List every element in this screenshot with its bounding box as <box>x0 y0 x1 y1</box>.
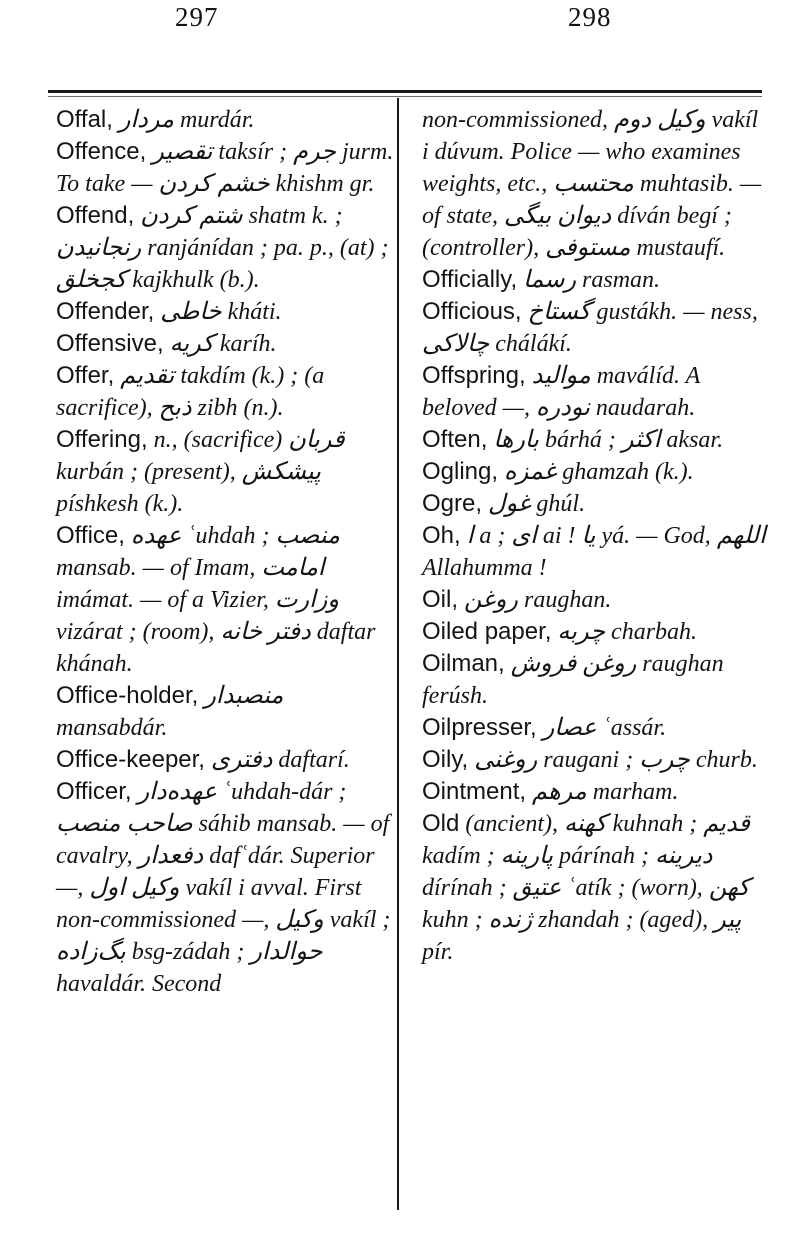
dictionary-entry <box>422 360 767 424</box>
page-number-right: 298 <box>568 2 612 32</box>
entry-headword: Often, <box>422 426 488 453</box>
dictionary-entry <box>56 200 396 296</box>
dictionary-entry <box>56 776 396 1000</box>
entry-definition: روغنی raugani ; چرب churb. <box>468 747 758 773</box>
dictionary-entry <box>422 584 767 616</box>
entry-definition: تقدیم takdím (k.) ; (a sacrifice), ذبح zibh (n.). <box>56 363 325 421</box>
entry-headword: Offspring, <box>422 362 526 389</box>
entry-headword: Oilman, <box>422 650 505 677</box>
entry-headword: Offender, <box>56 298 155 325</box>
dictionary-entry <box>422 296 767 360</box>
dictionary-entry <box>422 456 767 488</box>
right-column <box>422 104 767 968</box>
entry-definition: n., (sacrifice) قربان kurbán ; (present), پیشکش píshkesh (k.). <box>56 427 345 517</box>
entry-definition: (ancient), کهنه kuhnah ; قدیم kadím ; پارینه párínah ; دیرینه dírínah ; عتیق ʿatík ; (worn), کهن kuhn ; ژنده zhandah ; (aged), پیر pír. <box>422 811 750 965</box>
entry-headword: Office, <box>56 522 125 549</box>
entry-headword: Ogling, <box>422 458 499 485</box>
entry-headword: Offal, <box>56 106 113 133</box>
entry-definition: دفتری daftarí. <box>204 747 350 773</box>
dictionary-entry <box>422 264 767 296</box>
dictionary-entry <box>422 488 767 520</box>
entry-definition: عهده ʿuhdah ; منصب mansab. — of Imam, امامت imámat. — of a Vizier, وزارت vizárat ; (room), دفتر خانه daftar khánah. <box>56 523 376 677</box>
dictionary-entry <box>56 136 396 200</box>
dictionary-entry <box>422 744 767 776</box>
entry-headword: Oh, <box>422 522 461 549</box>
dictionary-entry <box>422 520 767 584</box>
entry-definition: مردار murdár. <box>112 107 255 133</box>
dictionary-entry <box>422 648 767 712</box>
dictionary-entry <box>422 712 767 744</box>
entry-headword: Offence, <box>56 138 147 165</box>
header-rule <box>48 90 762 93</box>
entry-definition: گستاخ gustákh. — ness, چالاکی chálákí. <box>422 299 758 357</box>
entry-definition: چربه charbah. <box>551 619 698 645</box>
entry-headword: Oiled paper, <box>422 618 552 645</box>
entry-definition: بارها bárhá ; اکثر aksar. <box>487 427 724 453</box>
entry-headword: Officious, <box>422 298 522 325</box>
entry-headword: Offend, <box>56 202 135 229</box>
page-number-left: 297 <box>175 2 219 32</box>
dictionary-entry <box>56 296 396 328</box>
dictionary-entry <box>56 328 396 360</box>
entry-headword: Ointment, <box>422 778 527 805</box>
entry-definition: غول ghúl. <box>482 491 586 517</box>
column-divider <box>397 98 399 1210</box>
entry-headword: Ogre, <box>422 490 483 517</box>
entry-headword: Office-holder, <box>56 682 199 709</box>
entry-headword: Oilpresser, <box>422 714 537 741</box>
entry-definition: کریه karíh. <box>163 331 277 357</box>
entry-headword: Offensive, <box>56 330 164 357</box>
entry-definition: موالید maválíd. A beloved —, نودره naudarah. <box>422 363 700 421</box>
entry-definition: روغن فروش raughan ferúsh. <box>422 651 724 709</box>
entry-definition: شتم کردن shatm k. ; رنجانیدن ranjánídan ; pa. p., (at) ; کجخلق kajkhulk (b.). <box>56 203 389 293</box>
entry-definition: ا a ; ای ai ! یا yá. — God, اللهم Allahumma ! <box>422 523 766 581</box>
dictionary-entry <box>56 360 396 424</box>
dictionary-entry <box>422 808 767 968</box>
entry-headword: Officially, <box>422 266 518 293</box>
entry-definition: تقصیر taksír ; جرم jurm. To take — خشم کردن khishm gr. <box>56 139 394 197</box>
entry-headword: Oily, <box>422 746 469 773</box>
dictionary-entry <box>56 680 396 744</box>
entry-definition: روغن raughan. <box>458 587 612 613</box>
dictionary-entry <box>422 616 767 648</box>
dictionary-entry <box>56 744 396 776</box>
entry-definition: رسما rasman. <box>517 267 661 293</box>
entry-headword: Offer, <box>56 362 115 389</box>
entry-headword: Offering, <box>56 426 148 453</box>
entry-definition: منصبدار mansabdár. <box>56 683 284 741</box>
entry-headword: Office-keeper, <box>56 746 205 773</box>
dictionary-entry <box>56 424 396 520</box>
entry-definition: خاطی kháti. <box>154 299 282 325</box>
entry-headword: Old <box>422 810 460 837</box>
entry-definition: مرهم marham. <box>526 779 679 805</box>
entry-definition: عصار ʿassár. <box>536 715 667 741</box>
entry-headword: Officer, <box>56 778 132 805</box>
dictionary-entry <box>422 104 767 264</box>
dictionary-entry <box>422 424 767 456</box>
entry-definition: غمزه ghamzah (k.). <box>498 459 694 485</box>
entry-definition: عهده‌دار ʿuhdah-dár ; صاحب منصب sáhib mansab. — of cavalry, دفعدار dafʿdár. Superior —, وکیل اول vakíl i avval. First non-commissioned —, وکیل vakíl ; بگ‌زاده bsg-zádah ; حوالدار havaldár. Second <box>56 779 391 997</box>
dictionary-entry <box>422 776 767 808</box>
dictionary-entry <box>56 520 396 680</box>
dictionary-entry <box>56 104 396 136</box>
entry-definition: non-commissioned, وکیل دوم vakíl i dúvum. Police — who examines weights, etc., محتسب muhtasib. — of state, دیوان بیگی díván begí ; (controller), مستوفی mustaufí. <box>422 107 762 261</box>
entry-headword: Oil, <box>422 586 458 613</box>
left-column <box>56 104 396 1000</box>
header-rule-thin <box>48 96 762 97</box>
